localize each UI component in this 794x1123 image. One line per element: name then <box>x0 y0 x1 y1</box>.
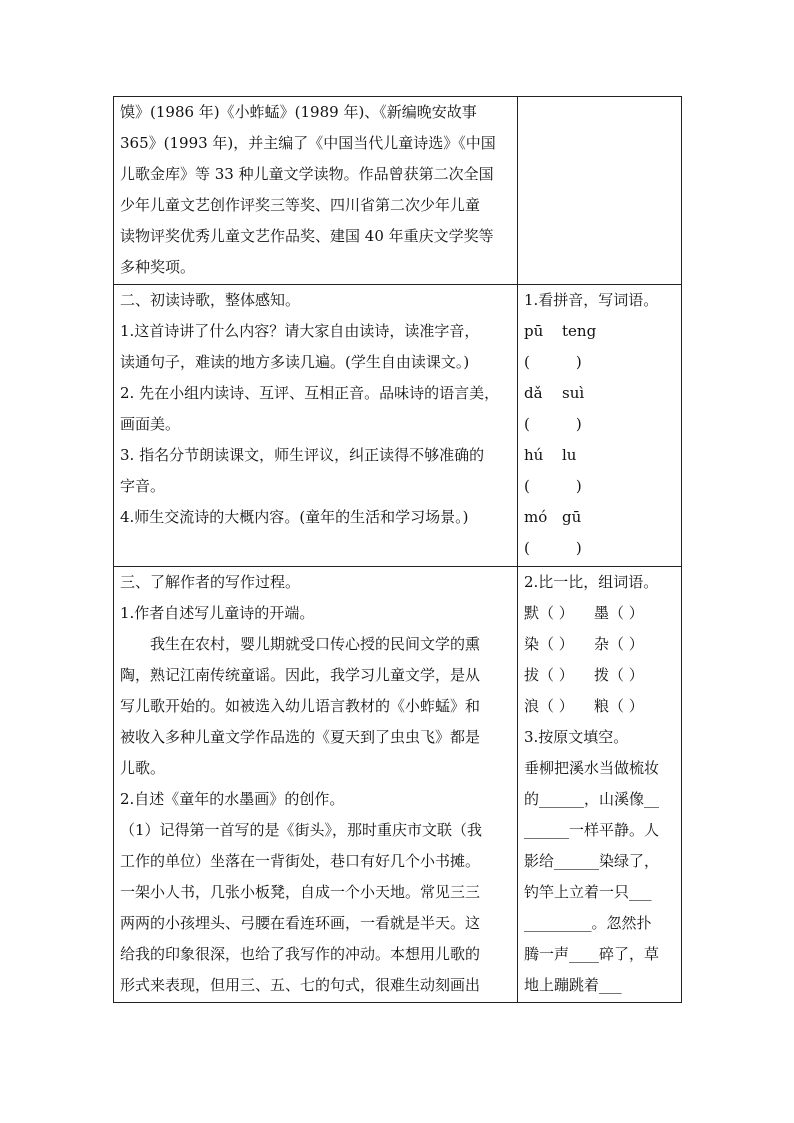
text-line: 两两的小孩埋头、弓腰在看连环画，一看就是半天。这 <box>120 914 481 932</box>
text-line: 读通句子，难读的地方多读几遍。(学生自由读课文。) <box>120 353 470 371</box>
paren-open: ( <box>524 415 530 433</box>
compare-pair <box>518 660 681 691</box>
compare-item[interactable]: 浪（ ） <box>524 697 574 715</box>
fill-line[interactable]: 地上蹦跳着___ <box>524 976 622 994</box>
answer-blank[interactable] <box>518 347 681 378</box>
exercise-title: 1.看拼音，写词语。 <box>524 291 659 309</box>
text-line: 写儿歌开始的。如被选入幼儿语言教材的《小蚱蜢》和 <box>120 697 481 715</box>
pinyin-syllable: lu <box>562 446 577 464</box>
text-line: 4.师生交流诗的大概内容。(童年的生活和学习场景。) <box>120 508 469 526</box>
text-line: 少年儿童文艺创作评奖三等奖、四川省第二次少年儿童 <box>120 196 481 214</box>
text-line: 365》(1993 年)，并主编了《中国当代儿童诗选》《中国 <box>120 134 496 152</box>
fill-line[interactable]: 影给______染绿了， <box>524 852 660 870</box>
compare-item[interactable]: 默（ ） <box>524 604 574 622</box>
compare-item[interactable]: 杂（ ） <box>594 635 644 653</box>
text-line: 1.作者自述写儿童诗的开端。 <box>120 604 315 622</box>
pinyin-exercise-cell <box>518 285 682 567</box>
paren-open: ( <box>524 353 530 371</box>
table-row-writing-process <box>114 567 682 1003</box>
answer-blank[interactable] <box>518 471 681 502</box>
pinyin-line <box>518 378 681 409</box>
table-row-intro <box>114 97 682 285</box>
text-line: 2.自述《童年的水墨画》的创作。 <box>120 790 345 808</box>
fill-line[interactable]: 腾一声____碎了，草 <box>524 945 660 963</box>
first-reading-cell <box>114 285 518 567</box>
exercise-title: 2.比一比，组词语。 <box>524 573 659 591</box>
exercise-title: 3.按原文填空。 <box>524 728 629 746</box>
pinyin-syllable: hú <box>524 446 544 464</box>
fill-line[interactable]: 的______，山溪像__ <box>524 790 660 808</box>
pinyin-line <box>518 316 681 347</box>
side-empty-cell <box>518 97 682 285</box>
text-line: 读物评奖优秀儿童文艺作品奖、建国 40 年重庆文学奖等 <box>120 227 494 245</box>
fill-line[interactable]: ______一样平静。人 <box>524 821 660 839</box>
pinyin-syllable: gū <box>562 508 582 526</box>
compare-pair <box>518 691 681 722</box>
fill-line[interactable]: 钓竿上立着一只___ <box>524 883 652 901</box>
text-line: 字音。 <box>120 477 166 495</box>
compare-item[interactable]: 拔（ ） <box>524 666 574 684</box>
compare-item[interactable]: 染（ ） <box>524 635 574 653</box>
paren-open: ( <box>524 539 530 557</box>
text-line: 一架小人书，几张小板凳，自成一个小天地。常见三三 <box>120 883 481 901</box>
pinyin-line <box>518 502 681 533</box>
text-line: 我生在农村，婴儿期就受口传心授的民间文学的熏 <box>150 635 481 653</box>
text-line: 2. 先在小组内读诗、互评、互相正音。品味诗的语言美， <box>120 384 500 402</box>
text-line: 儿歌金库》等 33 种儿童文学读物。作品曾获第二次全国 <box>120 165 494 183</box>
pinyin-syllable: pū <box>524 322 544 340</box>
pinyin-syllable: suì <box>562 384 585 402</box>
text-line: 被收入多种儿童文学作品选的《夏天到了虫虫飞》都是 <box>120 728 481 746</box>
lesson-table <box>113 96 682 1003</box>
fill-line[interactable]: 垂柳把溪水当做梳妆 <box>524 759 660 777</box>
text-line: 儿歌。 <box>120 759 166 777</box>
paren-close: ) <box>575 477 582 495</box>
section-heading: 三、了解作者的写作过程。 <box>120 573 301 591</box>
pinyin-syllable: teng <box>562 322 597 340</box>
text-line: （1）记得第一首写的是《街头》，那时重庆市文联（我 <box>120 821 483 839</box>
text-line: 3. 指名分节朗读课文，师生评议，纠正读得不够准确的 <box>120 446 485 464</box>
paren-close: ) <box>575 415 582 433</box>
table-row-first-reading <box>114 285 682 567</box>
pinyin-syllable: mó <box>524 508 548 526</box>
text-line: 形式来表现，但用三、五、七的句式，很难生动刻画出 <box>120 976 481 994</box>
fill-line[interactable]: _________。忽然扑 <box>524 914 652 932</box>
text-line: 工作的单位）坐落在一背街处，巷口有好几个小书摊。 <box>120 852 481 870</box>
compare-item[interactable]: 粮（ ） <box>594 697 644 715</box>
writing-process-cell <box>114 567 518 1003</box>
compare-pair <box>518 629 681 660</box>
text-line: 1.这首诗讲了什么内容？请大家自由读诗，读准字音， <box>120 322 480 340</box>
paren-close: ) <box>575 539 582 557</box>
paren-open: ( <box>524 477 530 495</box>
word-exercise-cell <box>518 567 682 1003</box>
text-line: 画面美。 <box>120 415 181 433</box>
text-line: 陶，熟记江南传统童谣。因此，我学习儿童文学，是从 <box>120 666 481 684</box>
section-heading: 二、初读诗歌，整体感知。 <box>120 291 301 309</box>
author-intro-cell <box>114 97 518 285</box>
compare-item[interactable]: 墨（ ） <box>594 604 644 622</box>
text-line: 多种奖项。 <box>120 258 196 276</box>
answer-blank[interactable] <box>518 533 681 564</box>
compare-pair <box>518 598 681 629</box>
paren-close: ) <box>575 353 582 371</box>
text-line: 给我的印象很深，也给了我写作的冲动。本想用儿歌的 <box>120 945 481 963</box>
pinyin-line <box>518 440 681 471</box>
text-line: 馍》(1986 年)《小蚱蜢》(1989 年)、《新编晚安故事 <box>120 103 477 121</box>
compare-item[interactable]: 拨（ ） <box>594 666 644 684</box>
answer-blank[interactable] <box>518 409 681 440</box>
pinyin-syllable: dǎ <box>524 384 543 402</box>
